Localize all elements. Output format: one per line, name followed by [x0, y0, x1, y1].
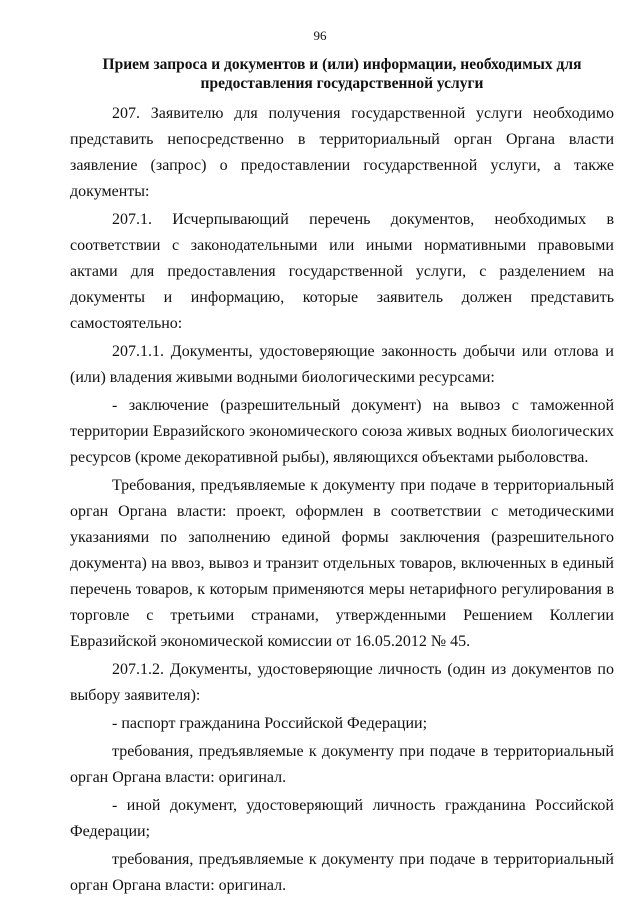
- document-body: [70, 101, 614, 899]
- section-heading: [70, 55, 614, 93]
- list-item-other-document: - иной документ, удостоверяющий личность гражданина Российской Федерации;: [70, 797, 614, 840]
- list-item-passport: - паспорт гражданина Российской Федерации;: [112, 715, 428, 732]
- paragraph-requirements-original-1: требования, предъявляемые к документу при подаче в территориальный орган Органа власти: оригинал.: [70, 743, 614, 786]
- paragraph-207: 207. Заявителю для получения государственной услуги необходимо представить непосредственно в территориальный орган Органа власти заявление (запрос) о предоставлении государственной услуги, а также документы:: [70, 105, 614, 200]
- paragraph-207-1: 207.1. Исчерпывающий перечень документов, необходимых в соответствии с законодательными или иными нормативными правовыми актами для предоставления государственной услуги, с разделением на документы и информацию, которые заявитель должен представить самостоятельно:: [70, 211, 614, 332]
- section-heading-line-2: предоставления государственной услуги: [200, 75, 484, 92]
- paragraph-207-1-2: 207.1.2. Документы, удостоверяющие личность (один из документов по выбору заявителя):: [70, 661, 614, 704]
- list-item-conclusion: - заключение (разрешительный документ) на вывоз с таможенной территории Евразийского экономического союза живых водных биологических ресурсов (кроме декоративной рыбы), являющихся объектами рыболовства.: [70, 397, 614, 466]
- paragraph-requirements-project: Требования, предъявляемые к документу при подаче в территориальный орган Органа власти: проект, оформлен в соответствии с методическими указаниями по заполнению единой формы заключения (разрешительного документа) на ввоз, вывоз и транзит отдельных товаров, включенных в единый перечень товаров, к которым применяются меры нетарифного регулирования в торговле с третьими странами, утвержденными Решением Коллегии Евразийской экономической комиссии от 16.05.2012 № 45.: [70, 477, 614, 650]
- paragraph-207-1-1: 207.1.1. Документы, удостоверяющие законность добычи или отлова и (или) владения живыми водными биологическими ресурсами:: [70, 343, 614, 386]
- page-number: 96: [313, 28, 327, 43]
- paragraph-requirements-original-2: требования, предъявляемые к документу при подаче в территориальный орган Органа власти: оригинал.: [70, 851, 614, 894]
- section-heading-line-1: Прием запроса и документов и (или) информации, необходимых для: [102, 56, 582, 73]
